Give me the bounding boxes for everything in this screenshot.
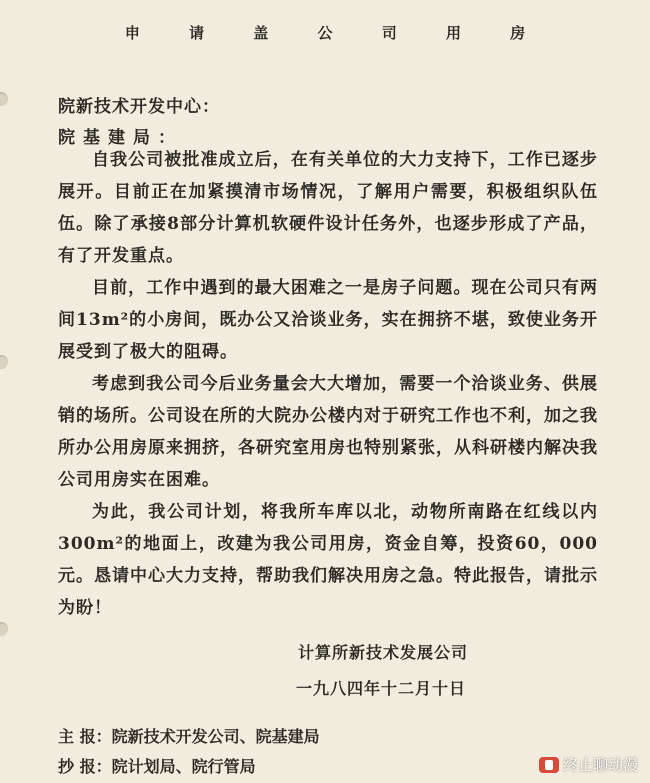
watermark-text: 终止聊动漫 — [562, 756, 638, 774]
copy-report-label: 抄 报： — [58, 757, 112, 776]
main-report-label: 主 报： — [58, 727, 112, 746]
signature-organization: 计算所新技术发展公司 — [298, 643, 469, 662]
punch-hole — [0, 92, 8, 106]
punch-hole — [0, 355, 8, 369]
document-title: 申 请 盖 公 司 用 房 — [124, 24, 548, 42]
main-report-line — [58, 724, 320, 747]
paragraph-1: 自我公司被批准成立后，在有关单位的大力支持下，工作已逐步展开。目前正在加紧摸清市场情况，了解用户需要，积极组织队伍伍。除了承接8部分计算机软硬件设计任务外，也逐步形成了产品，有了开发重点。 — [58, 150, 598, 266]
copy-report-line — [58, 754, 256, 777]
paragraph-3: 考虑到我公司今后业务量会大大增加，需要一个洽谈业务、供展销的场所。公司设在所的大院办公楼内对于研究工作也不利，加之我所办公用房原来拥挤，各研究室用房也特别紧张，从科研楼内解决我公司用房实在困难。 — [58, 374, 598, 490]
recipient-line-1: 院新技术开发中心： — [58, 97, 220, 117]
copy-report-value: 院计划局、院行管局 — [111, 757, 256, 776]
watermark — [539, 754, 638, 775]
letter-body — [58, 144, 598, 624]
recipient-line-2: 院基建局： — [58, 128, 183, 148]
main-report-value: 院新技术开发公司、院基建局 — [111, 727, 320, 746]
punch-hole — [0, 622, 8, 636]
app-logo-icon — [539, 757, 559, 773]
signature-date: 一九八四年十二月十日 — [296, 679, 467, 698]
paragraph-4: 为此，我公司计划，将我所车库以北，动物所南路在红线以内300m²的地面上，改建为我公司用房，资金自筹，投资60，000元。恳请中心大力支持，帮助我们解决用房之急。特此报告，请批示为盼！ — [58, 502, 598, 618]
paragraph-2: 目前，工作中遇到的最大困难之一是房子问题。现在公司只有两间13m²的小房间，既办公又洽谈业务，实在拥挤不堪，致使业务开展受到了极大的阻碍。 — [58, 278, 598, 362]
